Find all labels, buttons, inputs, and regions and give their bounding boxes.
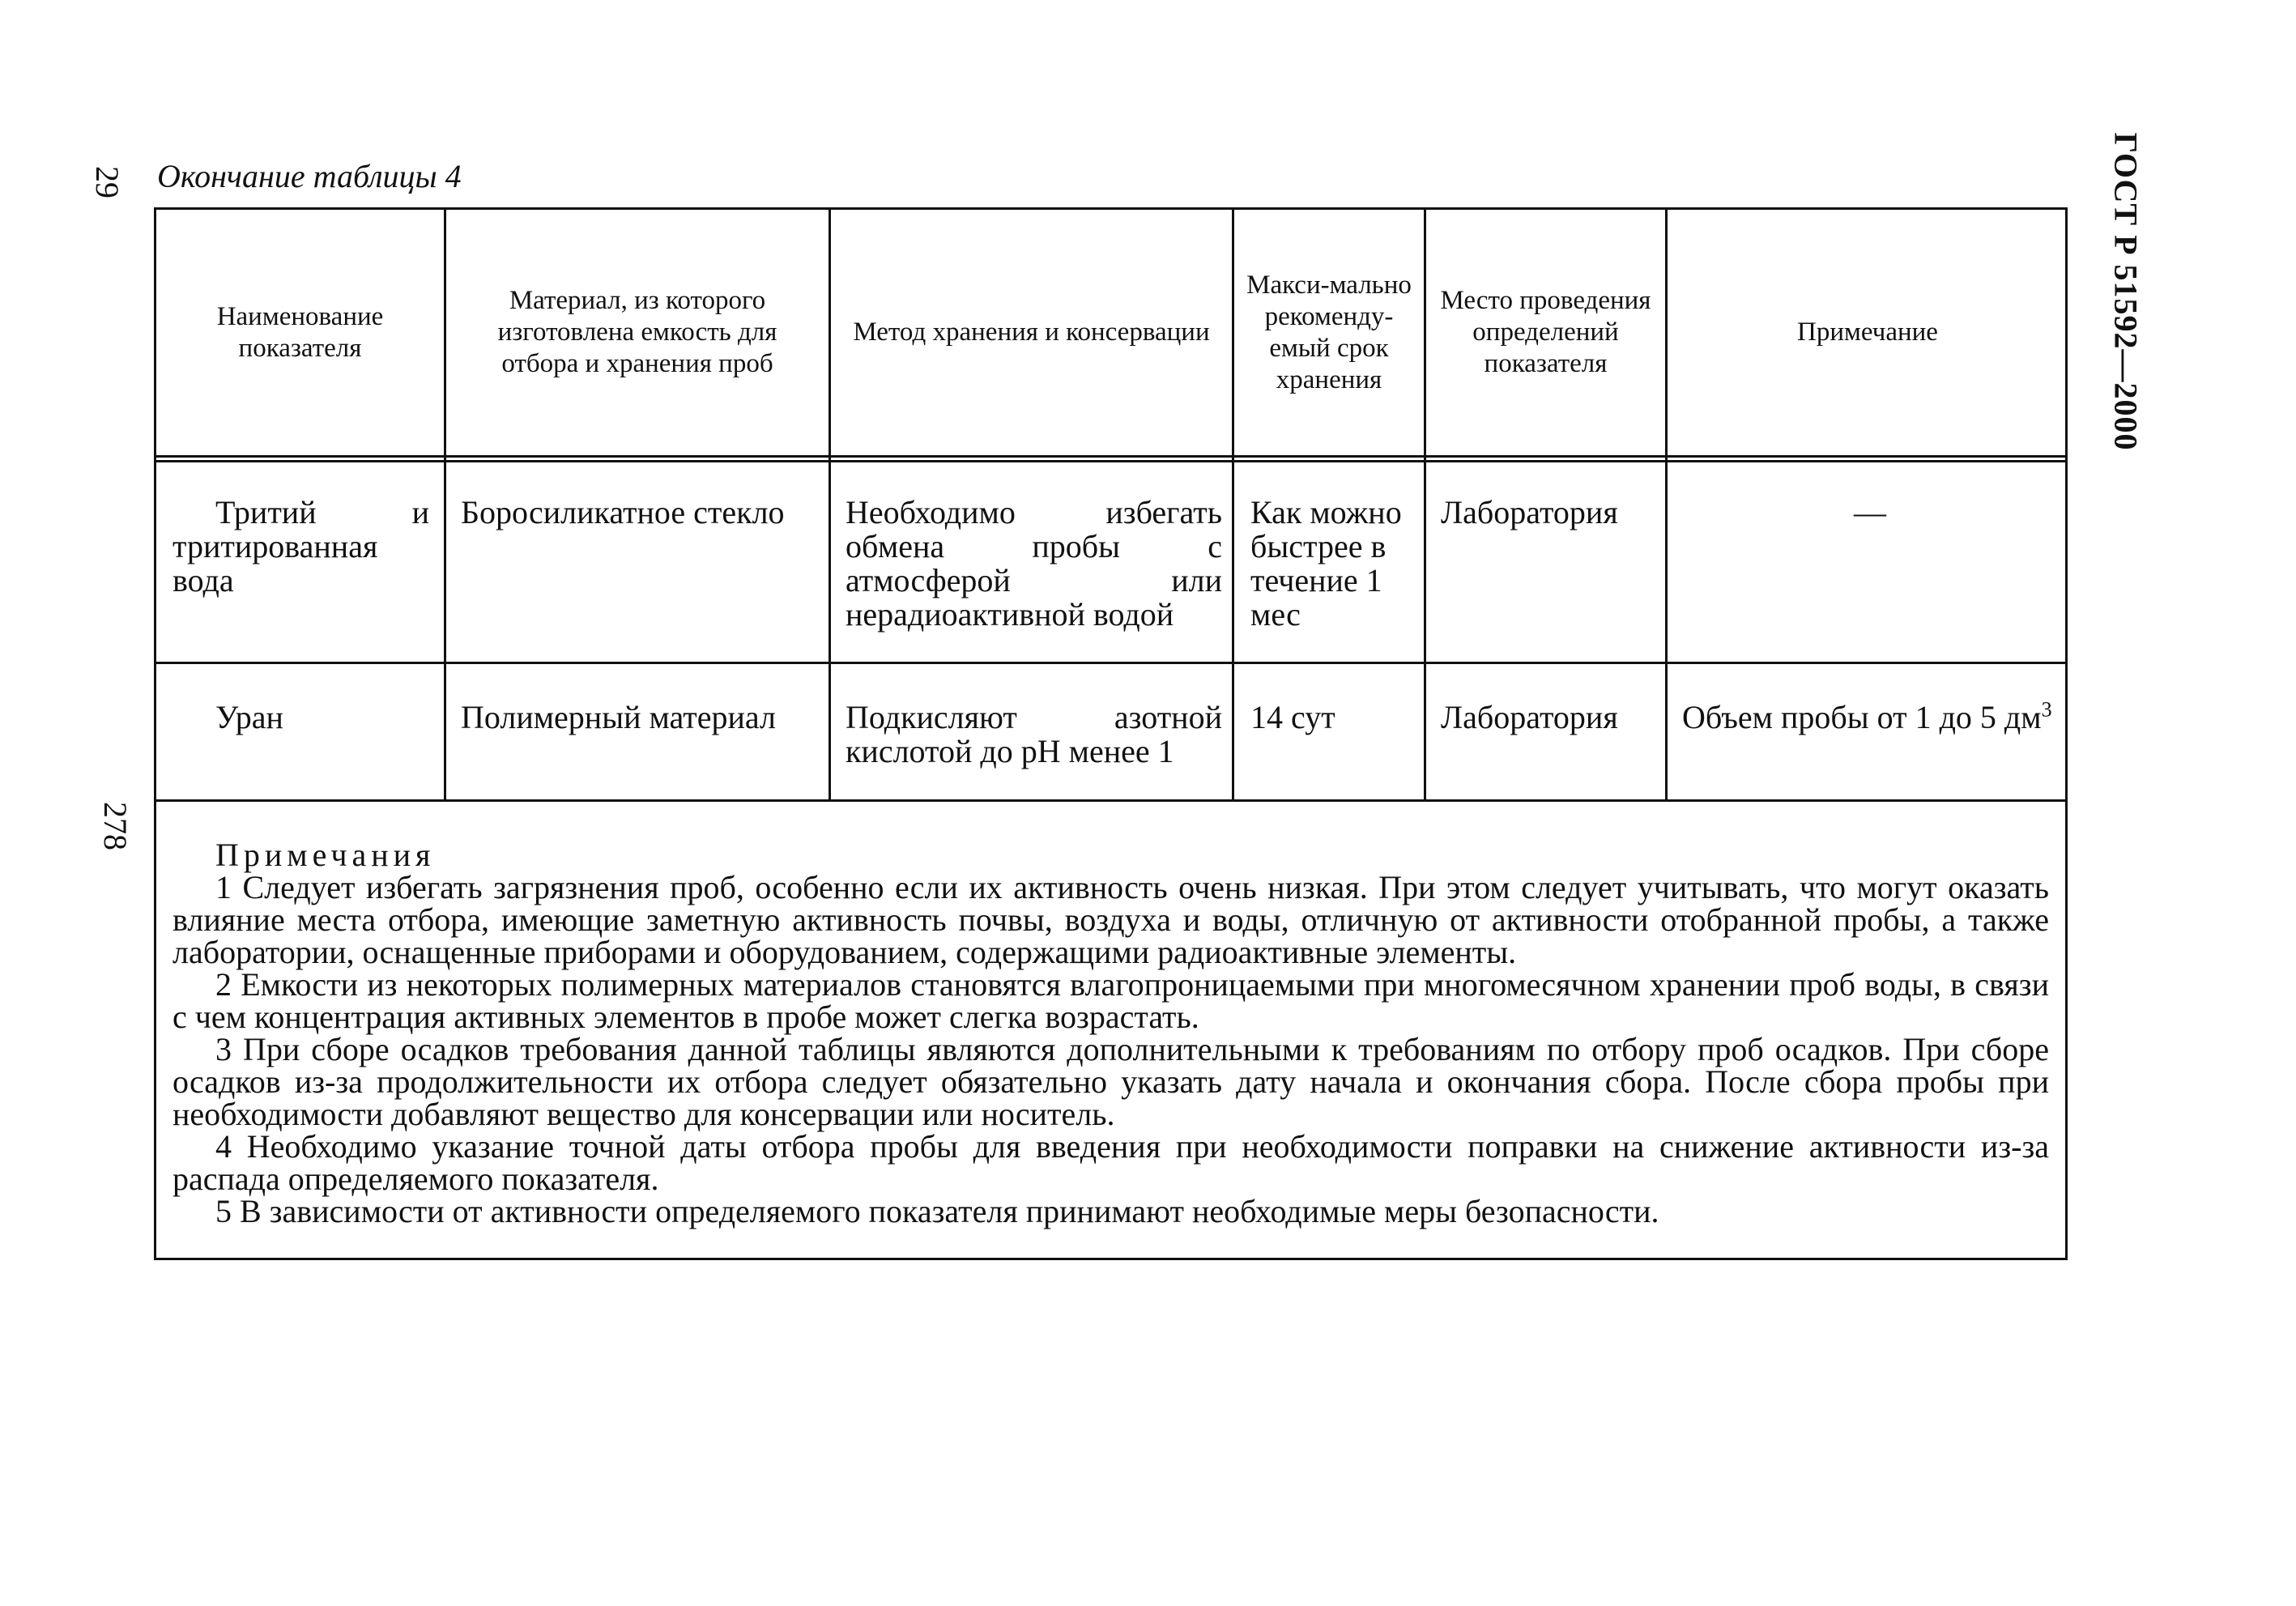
row1-method: Необходимо избегать обмена пробы с атмосферой или нерадиоактивной водой <box>846 494 1222 633</box>
notes-rule <box>156 799 2065 802</box>
note-item-2: 2 Емкости из некоторых полимерных материалов становятся влагопроницаемыми при многомесячном хранении проб воды, в связи с чем концентрация активных элементов в пробе может слегка возрастать. <box>173 966 2049 1035</box>
row1-term: Как можно быстрее в течение 1 мес <box>1250 494 1402 633</box>
note-item-5: 5 В зависимости от активности определяемого показателя принимают необходимые меры безопасности. <box>215 1193 1659 1229</box>
row2-note <box>1668 697 2068 735</box>
row2-method: Подкисляют азотной кислотой до рН менее 1 <box>846 699 1222 769</box>
table-frame <box>154 207 2068 1260</box>
note-item-4: 4 Необходимо указание точной даты отбора пробы для введения при необходимости поправки на снижение активности из-за распада определяемого показателя. <box>173 1128 2049 1197</box>
header-note: Примечание <box>1797 317 1938 347</box>
header-rule-1 <box>156 455 2065 458</box>
row1-note: — <box>1854 494 1886 530</box>
page-number-top: 29 <box>89 166 126 198</box>
row2-material: Полимерный материал <box>461 699 776 735</box>
header-method: Метод хранения и консервации <box>853 317 1210 347</box>
standard-code: ГОСТ Р 51592—2000 <box>2107 132 2145 451</box>
row-rule <box>156 662 2065 664</box>
row2-note-text: Объем пробы от 1 до 5 дм <box>1682 699 2042 735</box>
header-indicator: Наименование показателя <box>216 301 384 363</box>
row1-material: Боросиликатное стекло <box>461 494 785 530</box>
row2-term: 14 сут <box>1250 699 1335 735</box>
row1-place: Лаборатория <box>1441 494 1618 530</box>
row1-indicator: Тритий и тритированная вода <box>173 494 429 599</box>
notes-title: Примечания <box>215 837 436 873</box>
note-item-3: 3 При сборе осадков требования данной таблицы являются дополнительными к требованиям по отбору проб осадков. При сборе осадков из-за продолжительности их отбора следует обязательно указать дату начала и окончания сбора. После сбора пробы при необходимости добавляют вещество для консервации или носитель. <box>173 1031 2049 1132</box>
row2-indicator: Уран <box>215 699 283 735</box>
row2-note-superscript: 3 <box>2041 697 2052 722</box>
header-place: Место проведения определений показателя <box>1440 286 1651 378</box>
table-caption: Окончание таблицы 4 <box>157 158 462 194</box>
header-material: Материал, из которого изготовлена емкость для отбора и хранения проб <box>497 286 777 378</box>
page-number-bottom: 278 <box>97 802 134 850</box>
note-item-1: 1 Следует избегать загрязнения проб, особенно если их активность очень низкая. При этом следует учитывать, что могут оказать влияние места отбора, имеющие заметную активность почвы, воздуха и воды, отличную от активности отобранной пробы, а также лаборатории, оснащенные приборами и оборудованием, содержащими радиоактивные элементы. <box>173 869 2049 970</box>
row2-place: Лаборатория <box>1441 699 1618 735</box>
notes-block <box>173 839 2049 1228</box>
header-term: Макси-мально рекоменду-емый срок хранения <box>1246 270 1412 394</box>
header-rule-2 <box>156 460 2065 462</box>
